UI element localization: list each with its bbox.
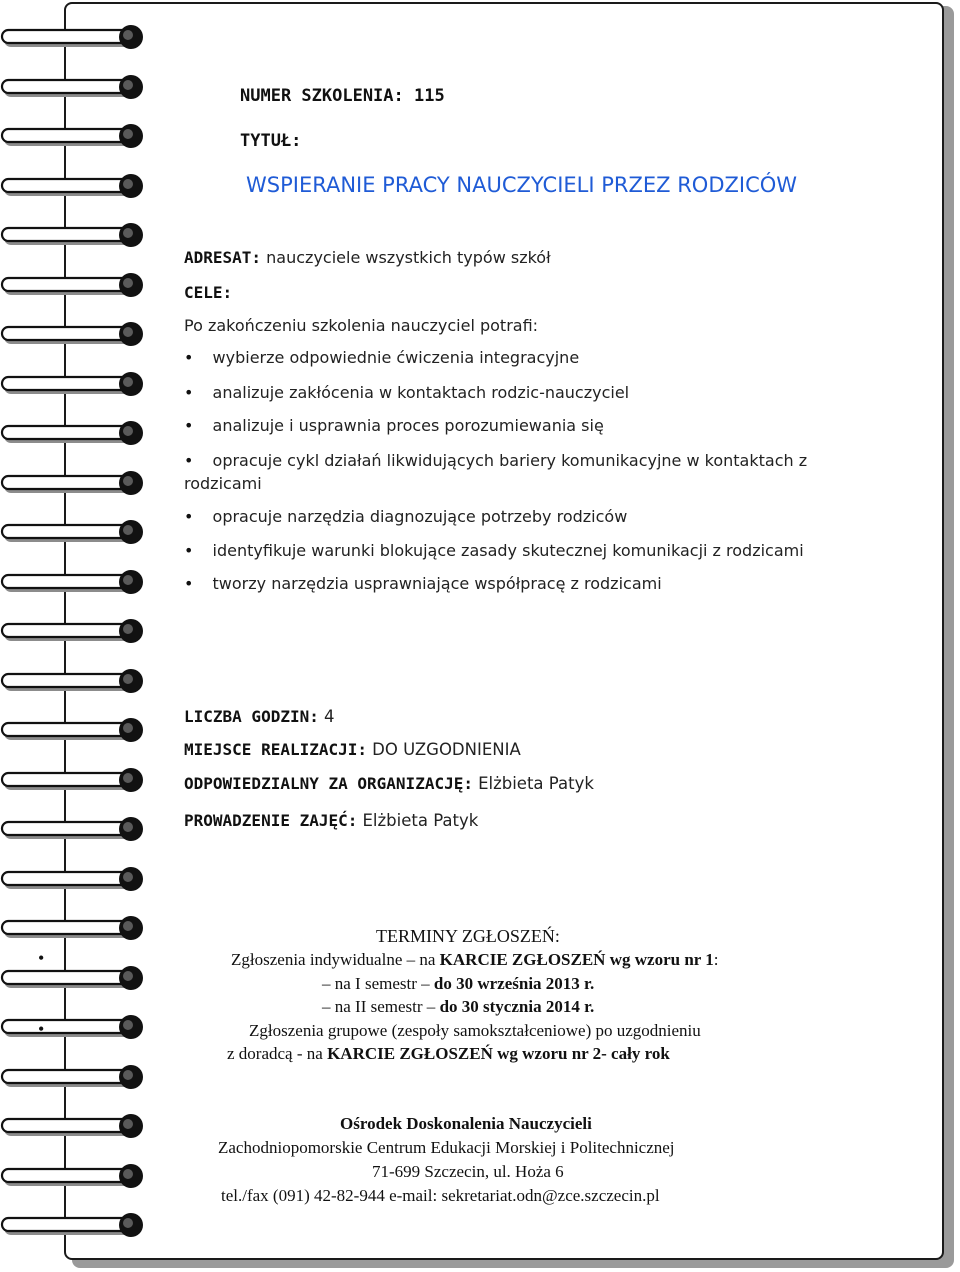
org-name: Ośrodek Doskonalenia Nauczycieli — [340, 1114, 592, 1133]
footer-address: 71-699 Szczecin, ul. Hoża 6 — [372, 1162, 564, 1181]
list-item — [184, 348, 579, 367]
terminy-line-1 — [231, 950, 719, 970]
list-item-text: opracuje narzędzia diagnozujące potrzeby rodziców — [212, 507, 628, 526]
semestr-1-deadline: do 30 września 2013 r. — [433, 974, 595, 993]
adresat-row — [184, 248, 551, 267]
list-item-continuation: rodzicami — [184, 474, 262, 493]
footer-centrum: Zachodniopomorskie Centrum Edukacji Morskiej i Politechnicznej — [218, 1138, 675, 1157]
semestr-2-deadline: do 30 stycznia 2014 r. — [439, 997, 595, 1016]
liczba-godzin-row — [184, 707, 334, 726]
footer-contact: tel./fax (091) 42-82-944 e-mail: sekretariat.odn@zce.szczecin.pl — [221, 1186, 660, 1205]
karta-zgloszen-1: KARCIE ZGŁOSZEŃ wg wzoru nr 1 — [439, 950, 714, 969]
list-item-text: tworzy narzędzia usprawniające współpracę z rodzicami — [212, 574, 662, 593]
bullet: • — [184, 416, 194, 435]
adresat-value: nauczyciele wszystkich typów szkół — [266, 248, 551, 267]
odpowiedzialny-row — [184, 774, 594, 793]
list-item — [184, 383, 629, 402]
odpowiedzialny-value: Elżbieta Patyk — [478, 774, 594, 793]
list-item-text: wybierze odpowiednie ćwiczenia integracyjne — [212, 348, 580, 367]
miejsce-row — [184, 740, 521, 759]
terminy-line-1-colon: : — [713, 950, 719, 969]
list-item-text: analizuje zakłócenia w kontaktach rodzic-nauczyciel — [212, 383, 630, 402]
list-item-text: opracuje cykl działań likwidujących bariery komunikacyjne w kontaktach z — [212, 451, 808, 470]
terminy-line-5 — [227, 1044, 670, 1064]
prowadzenie-value: Elżbieta Patyk — [362, 811, 479, 830]
bullet: • — [184, 383, 194, 402]
list-item — [184, 416, 604, 435]
list-item — [184, 574, 662, 593]
title-label: TYTUŁ: — [240, 131, 302, 151]
terminy-line-2 — [322, 974, 594, 994]
karta-zgloszen-2: KARCIE ZGŁOSZEŃ wg wzoru nr 2- cały rok — [327, 1044, 670, 1063]
list-item — [184, 541, 804, 560]
cele-intro: Po zakończeniu szkolenia nauczyciel potrafi: — [184, 316, 539, 335]
cele-label: CELE: — [184, 283, 233, 302]
prowadzenie-row — [184, 811, 478, 830]
terminy-heading: TERMINY ZGŁOSZEŃ: — [376, 926, 560, 946]
training-number: NUMER SZKOLENIA: 115 — [240, 86, 445, 106]
terminy-line-1-text: Zgłoszenia indywidualne – na — [231, 950, 440, 969]
bullet: • — [184, 348, 194, 367]
bullet: • — [184, 507, 194, 526]
liczba-godzin-value: 4 — [323, 707, 335, 726]
miejsce-value: DO UZGODNIENIA — [372, 740, 521, 759]
terminy-line-5-text: z doradcą - na — [227, 1044, 328, 1063]
footer-org — [340, 1114, 592, 1134]
list-item — [184, 507, 627, 526]
adresat-label: ADRESAT: — [184, 248, 262, 267]
liczba-godzin-label: LICZBA GODZIN: — [184, 707, 319, 726]
bullet: • — [184, 574, 194, 593]
bullet: • — [184, 541, 194, 560]
bullet: • — [38, 948, 45, 968]
bullet: • — [184, 451, 194, 470]
semestr-2-label: – na II semestr – — [322, 997, 440, 1016]
list-item-text: identyfikuje warunki blokujące zasady skutecznej komunikacji z rodzicami — [212, 541, 804, 560]
terminy-line-4: Zgłoszenia grupowe (zespoły samokształceniowe) po uzgodnieniu — [249, 1021, 701, 1040]
semestr-1-label: – na I semestr – — [322, 974, 434, 993]
terminy-line-3 — [322, 997, 594, 1017]
bullet: • — [38, 1019, 45, 1039]
list-item-text: analizuje i usprawnia proces porozumiewania się — [212, 416, 604, 435]
prowadzenie-label: PROWADZENIE ZAJĘĆ: — [184, 811, 358, 830]
odpowiedzialny-label: ODPOWIEDZIALNY ZA ORGANIZACJĘ: — [184, 774, 473, 793]
training-title: WSPIERANIE PRACY NAUCZYCIELI PRZEZ RODZICÓW — [246, 173, 798, 197]
list-item — [184, 451, 807, 470]
miejsce-label: MIEJSCE REALIZACJI: — [184, 740, 368, 759]
